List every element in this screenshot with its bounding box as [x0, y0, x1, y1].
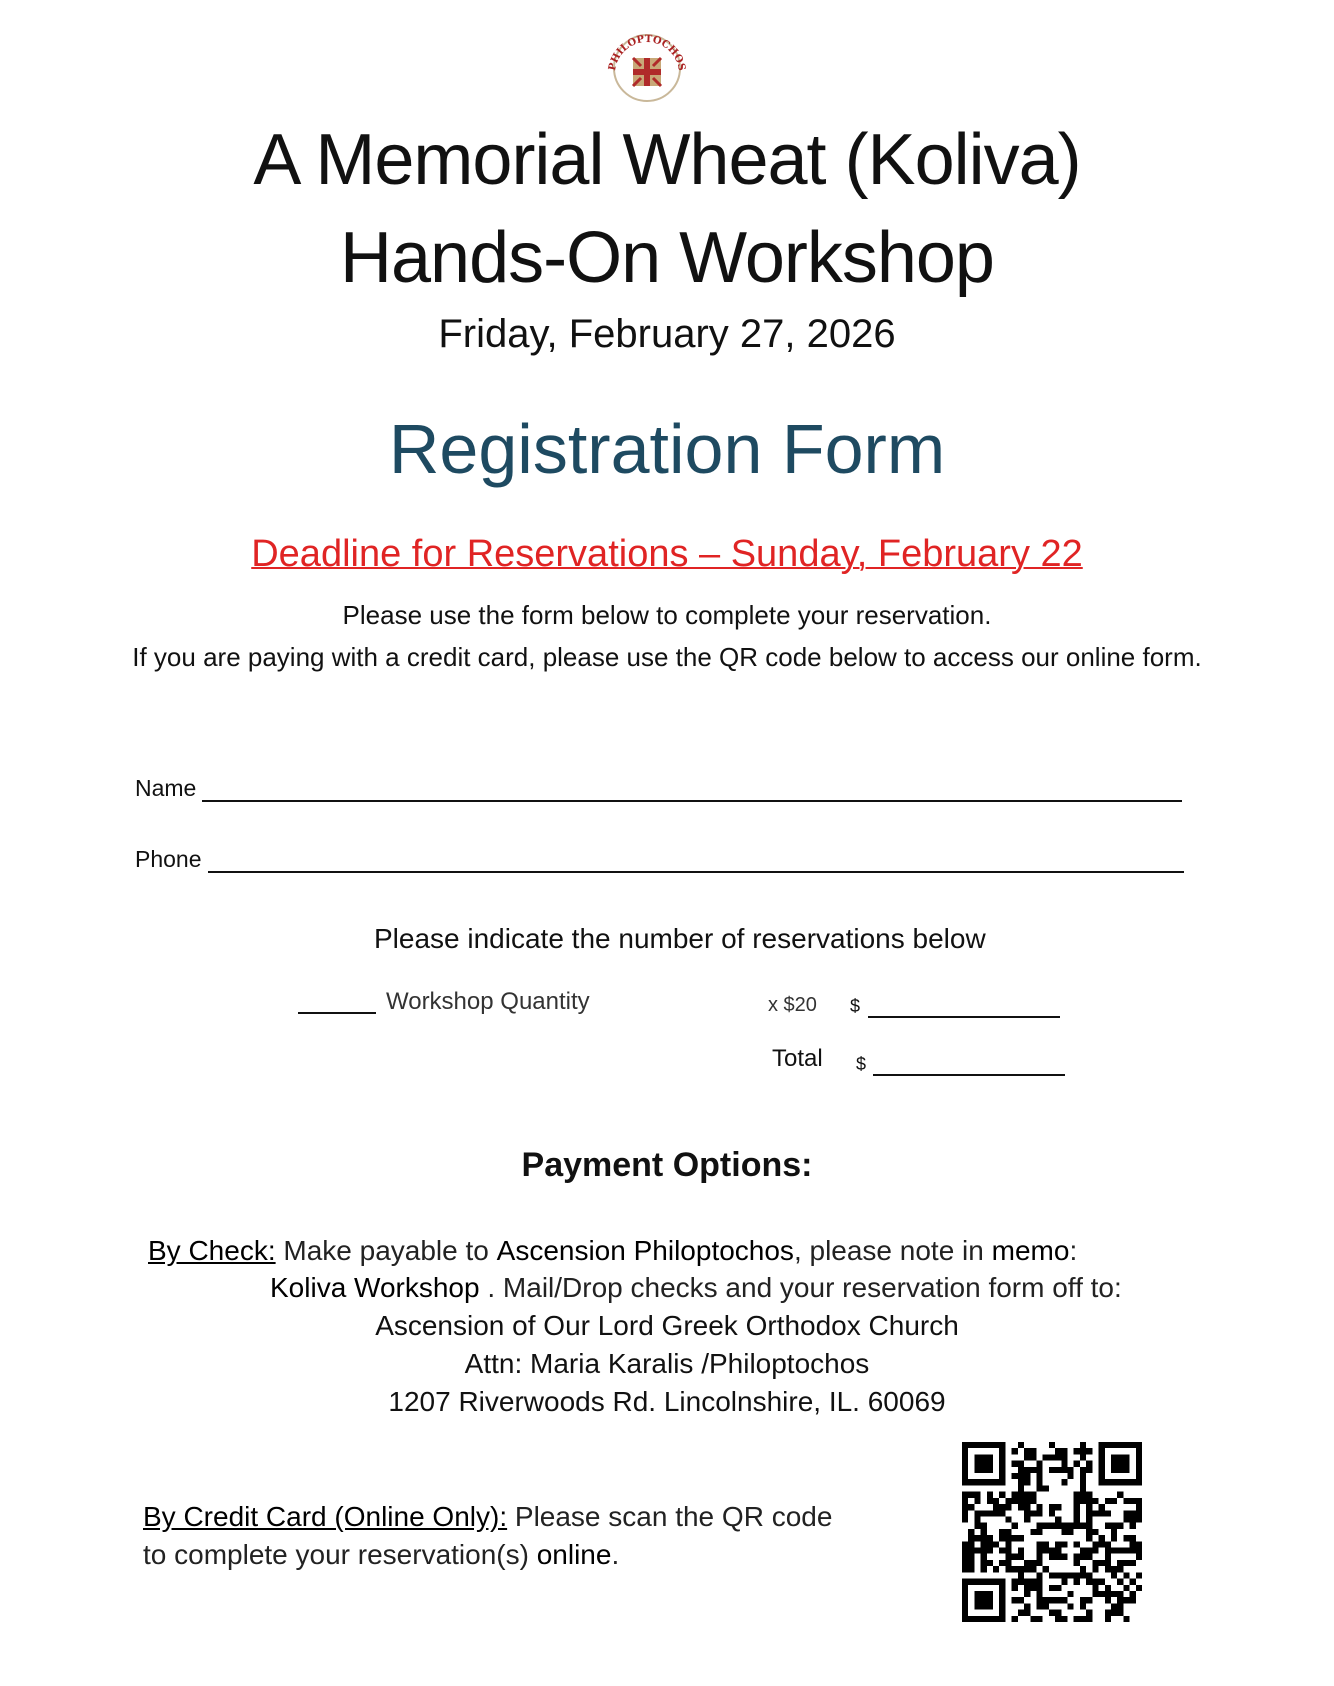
payment-options-heading: Payment Options: [521, 1146, 813, 1184]
phone-blank-line[interactable] [208, 845, 1184, 873]
by-check-label: By Check: [148, 1235, 276, 1266]
unit-price-label: x $20 [768, 994, 817, 1016]
total-blank-line[interactable] [873, 1050, 1065, 1076]
philoptochos-logo-icon [601, 28, 693, 104]
check-instructions-line-2 [270, 1270, 1122, 1306]
qr-code-icon[interactable] [962, 1442, 1142, 1622]
phone-field-row [135, 845, 1184, 873]
workshop-title-line-1: A Memorial Wheat (Koliva) [253, 120, 1081, 200]
name-field-row [135, 774, 1182, 802]
check-instructions-line-1 [148, 1233, 1077, 1269]
registration-form-heading: Registration Form [388, 410, 946, 488]
credit-card-instructions-line-2 [143, 1537, 619, 1573]
by-credit-card-label: By Credit Card (Online Only): [143, 1501, 508, 1532]
subtotal-currency-sign: $ [850, 996, 861, 1016]
memo-word: memo [991, 1235, 1070, 1266]
reservation-deadline: Deadline for Reservations – Sunday, February 22 [251, 533, 1083, 575]
credit-text: Please scan the QR code [507, 1501, 833, 1532]
memo-value: Koliva Workshop [270, 1272, 480, 1303]
phone-label: Phone [135, 846, 202, 872]
logo-text: PHILOPTOCHOS [607, 33, 687, 72]
credit-card-instructions-line-1 [143, 1499, 832, 1535]
instructions-line-2: If you are paying with a credit card, please use the QR code below to access our online form. [132, 642, 1202, 672]
check-text: : [1069, 1235, 1078, 1266]
check-text: . Mail/Drop checks and your reservation form off to: [479, 1272, 1122, 1303]
total-label: Total [772, 1045, 823, 1072]
online-word: online [536, 1539, 612, 1570]
workshop-title-line-2: Hands-On Workshop [340, 218, 994, 298]
workshop-quantity-label: Workshop Quantity [386, 988, 590, 1015]
event-date: Friday, February 27, 2026 [438, 312, 896, 356]
mailing-address-line-3: 1207 Riverwoods Rd. Lincolnshire, IL. 60069 [388, 1386, 946, 1417]
name-label: Name [135, 775, 197, 801]
check-text: , please note in [793, 1235, 992, 1266]
subtotal-blank-line[interactable] [868, 994, 1060, 1018]
instructions-line-1: Please use the form below to complete your reservation. [342, 600, 992, 630]
mailing-address-line-1: Ascension of Our Lord Greek Orthodox Church [375, 1310, 959, 1341]
credit-text: to complete your reservation(s) [143, 1539, 537, 1570]
mailing-address-line-2: Attn: Maria Karalis /Philoptochos [464, 1348, 870, 1379]
reservations-heading: Please indicate the number of reservations below [374, 923, 986, 954]
check-text: Make payable to [275, 1235, 497, 1266]
total-currency-sign: $ [856, 1054, 867, 1074]
quantity-blank-line[interactable] [298, 988, 376, 1014]
credit-text: . [611, 1539, 620, 1570]
check-payee: Ascension Philoptochos [496, 1235, 794, 1266]
name-blank-line[interactable] [202, 774, 1182, 802]
